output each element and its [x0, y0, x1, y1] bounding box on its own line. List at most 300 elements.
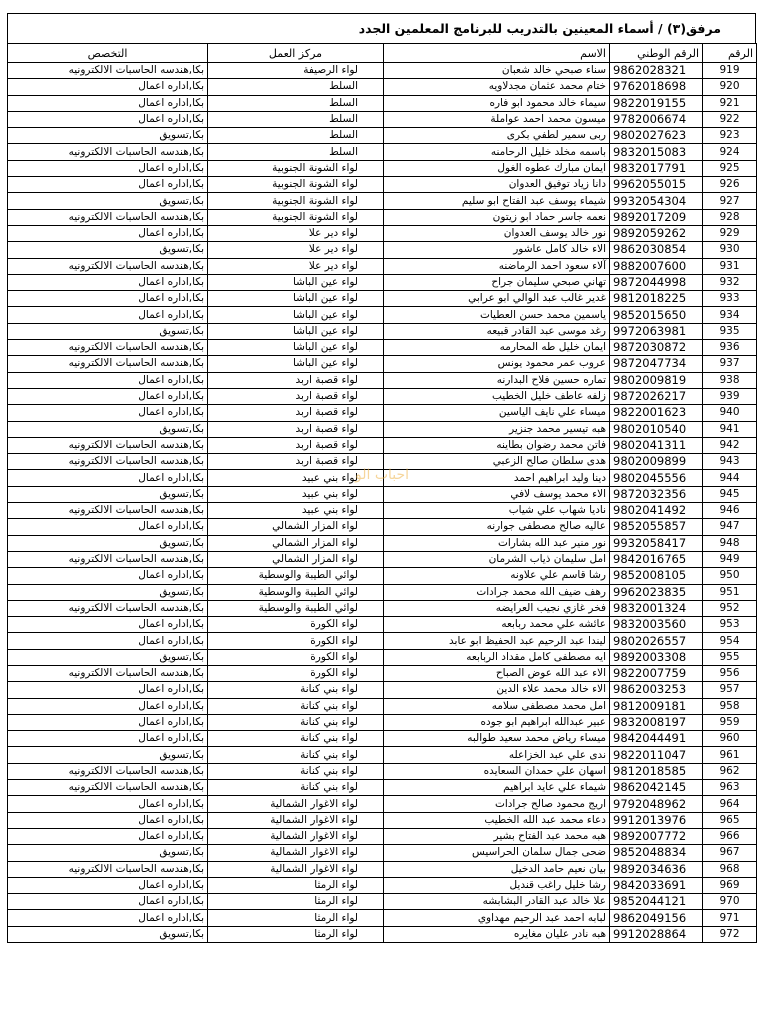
row-number: 945	[703, 486, 757, 502]
row-name: رشا قاسم علي علاونه	[384, 568, 610, 584]
header-specialty: التخصص	[8, 44, 208, 63]
row-national-id: 9812018225	[610, 291, 703, 307]
row-name: اسهان علي حمدان السعايده	[384, 763, 610, 779]
row-name: بيان نعيم حامد الدخيل	[384, 861, 610, 877]
row-name: رهف ضيف الله محمد جرادات	[384, 584, 610, 600]
table-row	[8, 405, 757, 421]
row-specialty: بكا,اداره اعمال	[8, 274, 208, 290]
table-row	[8, 372, 757, 388]
row-specialty: بكا,تسويق	[8, 421, 208, 437]
row-national-id: 9882007600	[610, 258, 703, 274]
row-national-id: 9832008197	[610, 714, 703, 730]
row-work-center: لواء عين الباشا	[208, 323, 384, 339]
row-national-id: 9802009899	[610, 454, 703, 470]
table-row	[8, 274, 757, 290]
row-work-center: لواء بني كنانة	[208, 731, 384, 747]
row-work-center: السلط	[208, 144, 384, 160]
table-row	[8, 780, 757, 796]
row-name: ختام محمد عثمان مجدلاويه	[384, 79, 610, 95]
table-row	[8, 454, 757, 470]
row-name: امل محمد مصطفى سلامه	[384, 698, 610, 714]
row-specialty: بكا,هندسه الحاسبات الالكترونيه	[8, 665, 208, 681]
table-row	[8, 144, 757, 160]
table-row	[8, 535, 757, 551]
row-work-center: لواء دير علا	[208, 258, 384, 274]
row-specialty: بكا,تسويق	[8, 926, 208, 942]
row-specialty: بكا,هندسه الحاسبات الالكترونيه	[8, 356, 208, 372]
row-national-id: 9892017209	[610, 209, 703, 225]
row-specialty: بكا,اداره اعمال	[8, 388, 208, 404]
document-sheet	[7, 13, 756, 943]
row-number: 953	[703, 617, 757, 633]
row-number: 926	[703, 177, 757, 193]
row-number: 919	[703, 63, 757, 79]
table-row	[8, 421, 757, 437]
row-name: تماره حسين فلاح البدارنه	[384, 372, 610, 388]
row-work-center: لوائي الطيبة والوسطية	[208, 568, 384, 584]
row-name: ليندا عبد الرحيم عبد الحفيظ ابو عابد	[384, 633, 610, 649]
row-national-id: 9862003253	[610, 682, 703, 698]
row-specialty: بكا,تسويق	[8, 845, 208, 861]
row-work-center: لواء الرمثا	[208, 877, 384, 893]
row-name: نور خالد يوسف العدوان	[384, 225, 610, 241]
row-name: زلفه عاطف خليل الخطيب	[384, 388, 610, 404]
row-national-id: 9802041492	[610, 503, 703, 519]
row-number: 929	[703, 225, 757, 241]
row-number: 972	[703, 926, 757, 942]
row-national-id: 9892059262	[610, 225, 703, 241]
row-name: سيماء خالد محمود ابو فاره	[384, 95, 610, 111]
row-specialty: بكا,اداره اعمال	[8, 307, 208, 323]
row-national-id: 9802041311	[610, 437, 703, 453]
row-work-center: لواء عين الباشا	[208, 291, 384, 307]
row-name: هبه محمد عبد الفتاح بشير	[384, 828, 610, 844]
row-number: 939	[703, 388, 757, 404]
row-number: 958	[703, 698, 757, 714]
row-number: 959	[703, 714, 757, 730]
table-row	[8, 747, 757, 763]
row-number: 931	[703, 258, 757, 274]
row-national-id: 9762018698	[610, 79, 703, 95]
row-name: ايمان مبارك عطوه الغول	[384, 160, 610, 176]
header-name: الاسم	[384, 44, 610, 63]
row-work-center: لواء بني كنانة	[208, 780, 384, 796]
row-name: ميساء علي نايف الياسين	[384, 405, 610, 421]
row-number: 960	[703, 731, 757, 747]
appointees-table	[7, 43, 757, 943]
row-work-center: لواء بني عبيد	[208, 503, 384, 519]
row-name: عروب عمر محمود يونس	[384, 356, 610, 372]
row-specialty: بكا,اداره اعمال	[8, 633, 208, 649]
row-specialty: بكا,تسويق	[8, 486, 208, 502]
table-row	[8, 894, 757, 910]
table-row	[8, 193, 757, 209]
row-number: 950	[703, 568, 757, 584]
row-national-id: 9802027623	[610, 128, 703, 144]
row-number: 970	[703, 894, 757, 910]
table-row	[8, 828, 757, 844]
row-number: 964	[703, 796, 757, 812]
row-name: دعاء محمد عبد الله الخطيب	[384, 812, 610, 828]
row-name: ربى سمير لطفي بكرى	[384, 128, 610, 144]
row-national-id: 9892003308	[610, 649, 703, 665]
row-specialty: بكا,اداره اعمال	[8, 568, 208, 584]
table-row	[8, 95, 757, 111]
table-row	[8, 388, 757, 404]
row-national-id: 9822001623	[610, 405, 703, 421]
table-row	[8, 258, 757, 274]
row-name: فاتن محمد رضوان بطاينه	[384, 437, 610, 453]
row-work-center: لواء الاغوار الشمالية	[208, 812, 384, 828]
row-work-center: لواء عين الباشا	[208, 356, 384, 372]
table-row	[8, 340, 757, 356]
row-specialty: بكا,اداره اعمال	[8, 79, 208, 95]
table-row	[8, 307, 757, 323]
row-number: 942	[703, 437, 757, 453]
row-name: رشا خليل راغب قنديل	[384, 877, 610, 893]
table-row	[8, 209, 757, 225]
row-specialty: بكا,هندسه الحاسبات الالكترونيه	[8, 437, 208, 453]
row-specialty: بكا,اداره اعمال	[8, 177, 208, 193]
row-number: 955	[703, 649, 757, 665]
row-specialty: بكا,اداره اعمال	[8, 405, 208, 421]
row-specialty: بكا,اداره اعمال	[8, 698, 208, 714]
row-name: رغد موسى عبد القادر قبيعه	[384, 323, 610, 339]
row-number: 957	[703, 682, 757, 698]
row-specialty: بكا,اداره اعمال	[8, 894, 208, 910]
row-number: 922	[703, 111, 757, 127]
table-row	[8, 731, 757, 747]
row-specialty: بكا,هندسه الحاسبات الالكترونيه	[8, 861, 208, 877]
table-row	[8, 79, 757, 95]
row-specialty: بكا,اداره اعمال	[8, 291, 208, 307]
row-name: غدير غالب عبد الوالي ابو عرابي	[384, 291, 610, 307]
header-national-id: الرقم الوطني	[610, 44, 703, 63]
row-national-id: 9852008105	[610, 568, 703, 584]
table-row	[8, 584, 757, 600]
row-name: دانا زياد توفيق العدوان	[384, 177, 610, 193]
row-name: هبه نادر عليان مغايره	[384, 926, 610, 942]
row-work-center: لواء دير علا	[208, 225, 384, 241]
row-name: عبير عبدالله ابراهيم ابو جوده	[384, 714, 610, 730]
row-name: آلاء سعود احمد الرماضنه	[384, 258, 610, 274]
row-specialty: بكا,تسويق	[8, 128, 208, 144]
row-national-id: 9812009181	[610, 698, 703, 714]
row-name: تهاني صبحي سليمان جراح	[384, 274, 610, 290]
row-work-center: لوائي الطيبة والوسطية	[208, 584, 384, 600]
row-work-center: لواء الكورة	[208, 649, 384, 665]
row-national-id: 9892007772	[610, 828, 703, 844]
row-specialty: بكا,اداره اعمال	[8, 828, 208, 844]
row-number: 927	[703, 193, 757, 209]
row-specialty: بكا,هندسه الحاسبات الالكترونيه	[8, 258, 208, 274]
row-national-id: 9802026557	[610, 633, 703, 649]
table-row	[8, 714, 757, 730]
row-work-center: لواء قصبة اربد	[208, 454, 384, 470]
row-name: ايمان خليل طه المحارمه	[384, 340, 610, 356]
row-work-center: لواء الرمثا	[208, 894, 384, 910]
watermark-text: احباب الو	[355, 467, 410, 483]
table-row	[8, 437, 757, 453]
row-number: 933	[703, 291, 757, 307]
row-name: ضحى جمال سلمان الحراسيس	[384, 845, 610, 861]
row-work-center: لواء المزار الشمالي	[208, 519, 384, 535]
row-specialty: بكا,هندسه الحاسبات الالكترونيه	[8, 763, 208, 779]
row-name: باسمه مخلد خليل الرحامنه	[384, 144, 610, 160]
row-work-center: لواء بني كنانة	[208, 747, 384, 763]
row-number: 966	[703, 828, 757, 844]
row-work-center: لواء دير علا	[208, 242, 384, 258]
row-work-center: لواء الشونة الجنوبية	[208, 193, 384, 209]
row-national-id: 9962023835	[610, 584, 703, 600]
row-national-id: 9862042145	[610, 780, 703, 796]
row-specialty: بكا,اداره اعمال	[8, 714, 208, 730]
table-row	[8, 470, 757, 486]
row-number: 923	[703, 128, 757, 144]
row-work-center: لواء الكورة	[208, 665, 384, 681]
row-national-id: 9872032356	[610, 486, 703, 502]
row-specialty: بكا,تسويق	[8, 535, 208, 551]
table-row	[8, 698, 757, 714]
row-work-center: لواء الكورة	[208, 617, 384, 633]
row-work-center: السلط	[208, 95, 384, 111]
row-number: 956	[703, 665, 757, 681]
row-work-center: لواء قصبة اربد	[208, 437, 384, 453]
row-name: علا خالد عبد القادر البشابشه	[384, 894, 610, 910]
row-national-id: 9842016765	[610, 551, 703, 567]
row-number: 938	[703, 372, 757, 388]
table-row	[8, 763, 757, 779]
row-number: 944	[703, 470, 757, 486]
row-national-id: 9852048834	[610, 845, 703, 861]
row-number: 928	[703, 209, 757, 225]
row-number: 967	[703, 845, 757, 861]
row-specialty: بكا,اداره اعمال	[8, 160, 208, 176]
row-work-center: لواء بني عبيد	[208, 486, 384, 502]
row-number: 947	[703, 519, 757, 535]
table-row	[8, 633, 757, 649]
row-work-center: لواء عين الباشا	[208, 307, 384, 323]
row-work-center: السلط	[208, 111, 384, 127]
table-row	[8, 63, 757, 79]
row-name: نور منير عبد الله بشارات	[384, 535, 610, 551]
row-number: 965	[703, 812, 757, 828]
row-national-id: 9852044121	[610, 894, 703, 910]
row-number: 941	[703, 421, 757, 437]
row-name: هدى سلطان صالح الزعبي	[384, 454, 610, 470]
table-row	[8, 177, 757, 193]
row-number: 948	[703, 535, 757, 551]
row-national-id: 9962055015	[610, 177, 703, 193]
row-national-id: 9802045556	[610, 470, 703, 486]
table-row	[8, 926, 757, 942]
row-national-id: 9802010540	[610, 421, 703, 437]
row-specialty: بكا,تسويق	[8, 584, 208, 600]
table-row	[8, 323, 757, 339]
row-national-id: 9932058417	[610, 535, 703, 551]
row-specialty: بكا,اداره اعمال	[8, 519, 208, 535]
row-number: 920	[703, 79, 757, 95]
row-specialty: بكا,هندسه الحاسبات الالكترونيه	[8, 144, 208, 160]
row-number: 969	[703, 877, 757, 893]
row-national-id: 9842044491	[610, 731, 703, 747]
row-name: الاء خالد كامل عاشور	[384, 242, 610, 258]
row-name: ايه مصطفى كامل مقداد الربابعه	[384, 649, 610, 665]
table-row	[8, 812, 757, 828]
row-national-id: 9862049156	[610, 910, 703, 926]
header-number: الرقم	[703, 44, 757, 63]
row-specialty: بكا,تسويق	[8, 193, 208, 209]
row-name: شيماء علي عايد ابراهيم	[384, 780, 610, 796]
row-number: 921	[703, 95, 757, 111]
row-specialty: بكا,اداره اعمال	[8, 910, 208, 926]
row-name: دينا وليد ابراهيم احمد	[384, 470, 610, 486]
table-row	[8, 861, 757, 877]
row-work-center: لواء قصبة اربد	[208, 372, 384, 388]
table-row	[8, 617, 757, 633]
row-specialty: بكا,اداره اعمال	[8, 95, 208, 111]
row-work-center: لواء عين الباشا	[208, 274, 384, 290]
row-number: 949	[703, 551, 757, 567]
row-work-center: لواء قصبة اربد	[208, 421, 384, 437]
row-name: الاء محمد يوسف لافي	[384, 486, 610, 502]
row-specialty: بكا,هندسه الحاسبات الالكترونيه	[8, 209, 208, 225]
row-number: 963	[703, 780, 757, 796]
row-national-id: 9852015650	[610, 307, 703, 323]
row-name: هبه تيسير محمد جنزير	[384, 421, 610, 437]
table-row	[8, 910, 757, 926]
row-name: شيماء يوسف عبد الفتاح ابو سليم	[384, 193, 610, 209]
row-work-center: لواء الاغوار الشمالية	[208, 828, 384, 844]
table-row	[8, 600, 757, 616]
row-number: 962	[703, 763, 757, 779]
row-work-center: لواء قصبة اربد	[208, 388, 384, 404]
table-row	[8, 503, 757, 519]
row-name: ياسمين محمد حسن العطيات	[384, 307, 610, 323]
row-work-center: لواء الشونة الجنوبية	[208, 209, 384, 225]
row-work-center: لواء الاغوار الشمالية	[208, 861, 384, 877]
row-national-id: 9792048962	[610, 796, 703, 812]
row-work-center: لواء بني كنانة	[208, 714, 384, 730]
table-row	[8, 568, 757, 584]
row-national-id: 9862030854	[610, 242, 703, 258]
row-national-id: 9932054304	[610, 193, 703, 209]
row-number: 943	[703, 454, 757, 470]
table-row	[8, 356, 757, 372]
row-national-id: 9812018585	[610, 763, 703, 779]
row-name: عائشه علي محمد ربابعه	[384, 617, 610, 633]
row-number: 971	[703, 910, 757, 926]
row-national-id: 9802009819	[610, 372, 703, 388]
row-number: 932	[703, 274, 757, 290]
row-specialty: بكا,تسويق	[8, 747, 208, 763]
row-national-id: 9872047734	[610, 356, 703, 372]
row-work-center: لواء عين الباشا	[208, 340, 384, 356]
row-national-id: 9842033691	[610, 877, 703, 893]
row-number: 935	[703, 323, 757, 339]
row-work-center: لواء الاغوار الشمالية	[208, 796, 384, 812]
row-specialty: بكا,اداره اعمال	[8, 796, 208, 812]
row-name: نعمه جاسر حماد ابو زيتون	[384, 209, 610, 225]
row-specialty: بكا,هندسه الحاسبات الالكترونيه	[8, 340, 208, 356]
row-specialty: بكا,اداره اعمال	[8, 470, 208, 486]
row-work-center: لواء بني كنانة	[208, 763, 384, 779]
row-specialty: بكا,اداره اعمال	[8, 372, 208, 388]
row-specialty: بكا,اداره اعمال	[8, 682, 208, 698]
row-number: 937	[703, 356, 757, 372]
row-national-id: 9832003560	[610, 617, 703, 633]
row-work-center: لواء المزار الشمالي	[208, 535, 384, 551]
row-name: ميساء رياض محمد سعيد طوالبه	[384, 731, 610, 747]
row-name: لبابه احمد عبد الرحيم مهداوي	[384, 910, 610, 926]
row-number: 954	[703, 633, 757, 649]
row-national-id: 9912013976	[610, 812, 703, 828]
row-specialty: بكا,هندسه الحاسبات الالكترونيه	[8, 780, 208, 796]
row-number: 961	[703, 747, 757, 763]
table-row	[8, 128, 757, 144]
row-national-id: 9872044998	[610, 274, 703, 290]
table-row	[8, 242, 757, 258]
row-number: 930	[703, 242, 757, 258]
table-row	[8, 551, 757, 567]
row-national-id: 9822011047	[610, 747, 703, 763]
table-row	[8, 665, 757, 681]
row-work-center: لواء الكورة	[208, 633, 384, 649]
row-number: 934	[703, 307, 757, 323]
table-row	[8, 519, 757, 535]
row-work-center: لواء الاغوار الشمالية	[208, 845, 384, 861]
row-national-id: 9832015083	[610, 144, 703, 160]
row-number: 924	[703, 144, 757, 160]
row-specialty: بكا,اداره اعمال	[8, 617, 208, 633]
row-work-center: لواء المزار الشمالي	[208, 551, 384, 567]
row-specialty: بكا,اداره اعمال	[8, 877, 208, 893]
table-row	[8, 796, 757, 812]
header-work-center: مركز العمل	[208, 44, 384, 63]
row-work-center: لواء بني عبيد	[208, 470, 384, 486]
table-row	[8, 291, 757, 307]
row-work-center: لواء الرصيفة	[208, 63, 384, 79]
row-specialty: بكا,هندسه الحاسبات الالكترونيه	[8, 551, 208, 567]
row-national-id: 9832001324	[610, 600, 703, 616]
row-work-center: لواء قصبة اربد	[208, 405, 384, 421]
row-specialty: بكا,اداره اعمال	[8, 731, 208, 747]
row-name: عاليه صالح مصطفى جوارنه	[384, 519, 610, 535]
row-number: 951	[703, 584, 757, 600]
row-name: ميسون محمد احمد عواملة	[384, 111, 610, 127]
table-row	[8, 225, 757, 241]
row-national-id: 9912028864	[610, 926, 703, 942]
row-specialty: بكا,هندسه الحاسبات الالكترونيه	[8, 63, 208, 79]
row-work-center: السلط	[208, 128, 384, 144]
row-work-center: لواء بني كنانة	[208, 698, 384, 714]
row-national-id: 9822019155	[610, 95, 703, 111]
row-work-center: السلط	[208, 79, 384, 95]
row-number: 940	[703, 405, 757, 421]
row-name: فخر غازي نجيب العرايضه	[384, 600, 610, 616]
row-national-id: 9862028321	[610, 63, 703, 79]
row-number: 925	[703, 160, 757, 176]
row-name: اريج محمود صالح جرادات	[384, 796, 610, 812]
table-row	[8, 877, 757, 893]
row-specialty: بكا,تسويق	[8, 323, 208, 339]
row-work-center: لواء الشونة الجنوبية	[208, 160, 384, 176]
row-specialty: بكا,هندسه الحاسبات الالكترونيه	[8, 600, 208, 616]
row-work-center: لواء بني كنانة	[208, 682, 384, 698]
row-number: 946	[703, 503, 757, 519]
table-row	[8, 682, 757, 698]
row-national-id: 9782006674	[610, 111, 703, 127]
